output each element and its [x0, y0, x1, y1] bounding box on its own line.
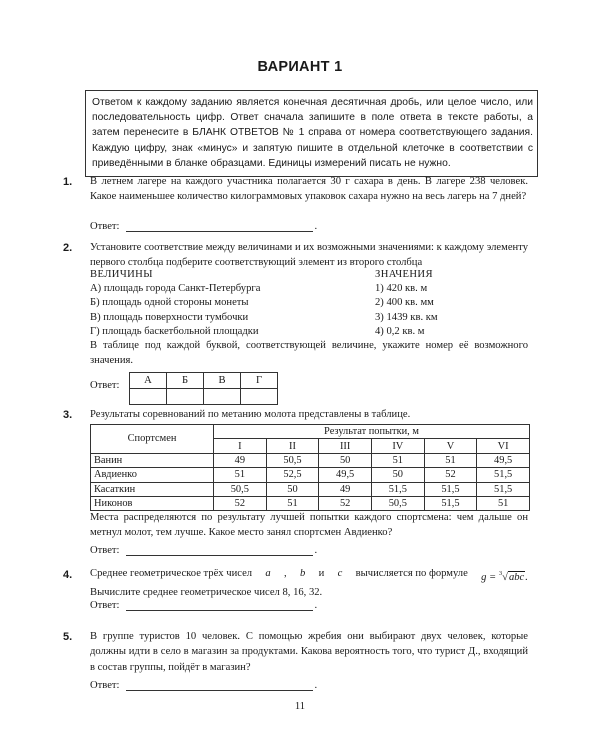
question-5-number: 5. — [63, 631, 73, 643]
answer-label: Ответ: — [90, 380, 120, 391]
table-cell: 51 — [424, 453, 477, 467]
question-1-answer[interactable]: Ответ: . — [90, 221, 318, 232]
radical-sign: √ — [502, 572, 508, 583]
var-a: a — [265, 568, 271, 579]
table-cell: 50 — [319, 453, 372, 467]
attempt-label: I — [214, 439, 267, 453]
table-cell: 50,5 — [214, 482, 267, 496]
table-cell: 51,5 — [424, 496, 477, 510]
answer-cell[interactable] — [167, 389, 204, 405]
matching-columns — [90, 268, 530, 339]
list-item: 4) 0,2 кв. м — [375, 325, 425, 337]
list-item: Г) площадь баскетбольной площадки — [90, 325, 259, 337]
question-3-answer[interactable]: Ответ: . — [90, 545, 318, 556]
table-cell: 50 — [266, 482, 319, 496]
question-5-answer[interactable]: Ответ: . — [90, 680, 318, 691]
answer-label: Ответ: — [90, 600, 120, 611]
table-cell: 49 — [319, 482, 372, 496]
table-row — [91, 468, 530, 482]
list-item: Б) площадь одной стороны монеты — [90, 297, 249, 309]
question-3-question: Места распределяются по результату лучшей попытки каждого спортсмена: чем дальше он метнул молот, тем лучше. Какое место занял спортсмен Авдиенко? — [90, 512, 528, 539]
answer-label: Ответ: — [90, 680, 120, 691]
and-word: и — [318, 568, 325, 579]
table-cell: 49,5 — [319, 468, 372, 482]
answer-table — [129, 372, 278, 405]
athlete-name: Касаткин — [91, 482, 214, 496]
athlete-name: Никонов — [91, 496, 214, 510]
answer-table-header: Г — [241, 373, 278, 389]
question-4-number: 4. — [63, 569, 73, 581]
q4-text-part1: Среднее геометрическое трёх чисел — [90, 568, 253, 579]
answer-table-header: Б — [167, 373, 204, 389]
list-item: А) площадь города Санкт-Петербурга — [90, 283, 261, 295]
answer-cell[interactable] — [204, 389, 241, 405]
table-cell: 51,5 — [424, 482, 477, 496]
results-table — [90, 424, 530, 511]
table-header-athlete: Спортсмен — [91, 425, 214, 454]
athlete-name: Ванин — [91, 453, 214, 467]
answer-label: Ответ: — [90, 221, 120, 232]
table-row — [91, 453, 530, 467]
attempt-label: II — [266, 439, 319, 453]
answer-line[interactable] — [126, 680, 313, 691]
attempt-label: IV — [371, 439, 424, 453]
table-cell: 49,5 — [477, 453, 530, 467]
answer-table-header: А — [130, 373, 167, 389]
attempt-label: III — [319, 439, 372, 453]
answer-table-header: В — [204, 373, 241, 389]
table-cell: 51,5 — [477, 468, 530, 482]
page-title: ВАРИАНТ 1 — [257, 59, 343, 75]
q4-text-line2: Вычислите среднее геометрическое чисел 8, 16, 32. — [90, 587, 323, 599]
question-1-text: В летнем лагере на каждого участника полагается 30 г сахара в день. В лагере 238 человек. Какое наименьшее количество килограммовых упаковок сахара нужно на весь лагерь на 7 дней? — [90, 176, 528, 203]
q4-text-part2: вычисляется по формуле — [355, 568, 468, 579]
answer-label: Ответ: — [90, 545, 120, 556]
table-row — [91, 482, 530, 496]
table-cell: 52,5 — [266, 468, 319, 482]
var-c: c — [337, 568, 343, 579]
table-cell: 51 — [371, 453, 424, 467]
meanings-header: ЗНАЧЕНИЯ — [375, 269, 433, 280]
question-2-table-instruction: В таблице под каждой буквой, соответствующей величине, укажите номер её возможного значения. — [90, 340, 528, 367]
answer-line[interactable] — [126, 545, 313, 556]
answer-line[interactable] — [126, 221, 313, 232]
table-cell: 50,5 — [266, 453, 319, 467]
athlete-name: Авдиенко — [91, 468, 214, 482]
radicand: abc — [508, 572, 525, 583]
table-cell: 51 — [477, 496, 530, 510]
list-item: В) площадь поверхности тумбочки — [90, 311, 249, 323]
answer-cell[interactable] — [130, 389, 167, 405]
question-3-number: 3. — [63, 409, 73, 421]
question-2-text: Установите соответствие между величинами и их возможными значениями: к каждому элементу первого столбца подберите соответствующий элемент из второго столбца — [90, 242, 528, 269]
question-1-number: 1. — [63, 176, 73, 188]
table-cell: 51 — [214, 468, 267, 482]
question-2-number: 2. — [63, 242, 73, 254]
list-item: 2) 400 кв. мм — [375, 297, 434, 309]
table-cell: 50,5 — [371, 496, 424, 510]
root-index: 3 — [498, 570, 503, 577]
formula-lhs: g = — [481, 572, 497, 583]
answer-line[interactable] — [126, 600, 313, 611]
question-4-answer[interactable]: Ответ: . — [90, 600, 318, 611]
list-item: 1) 420 кв. м — [375, 283, 428, 295]
instructions-box: Ответом к каждому заданию является конечная десятичная дробь, или целое число, или последовательность цифр. Ответ сначала запишите в поле ответа в тексте работы, а затем перенесите в БЛАНК ОТВЕТОВ № 1 справа от номера соответствующего задания. Каждую цифру, знак «минус» и запятую пишите в отдельной клеточке в соответствии с приведёнными в бланке образцами. Единицы измерений писать не нужно. — [85, 90, 538, 177]
attempt-label: V — [424, 439, 477, 453]
table-cell: 50 — [371, 468, 424, 482]
values-header: ВЕЛИЧИНЫ — [90, 269, 153, 280]
attempt-label: VI — [477, 439, 530, 453]
table-cell: 51 — [266, 496, 319, 510]
question-3-text: Результаты соревнований по метанию молота представлены в таблице. — [90, 409, 411, 420]
table-cell: 51,5 — [371, 482, 424, 496]
table-cell: 49 — [214, 453, 267, 467]
question-5-text: В группе туристов 10 человек. С помощью жребия они выбирают двух человек, которые должны идти в село в магазин за продуктами. Какова вероятность того, что турист Д., входящий в состав группы, пойдёт в магазин? — [90, 631, 528, 673]
geometric-mean-formula: g = $^3$√abc. — [481, 570, 528, 583]
list-item: 3) 1439 кв. км — [375, 311, 438, 323]
question-4-text: Среднее геометрическое трёх чисел a , b и c вычисляется по формуле g = $^3$√abc. Вычислите среднее геометрическое чисел 8, 16, 32. — [90, 566, 528, 601]
page-number: 11 — [294, 701, 306, 712]
table-row — [91, 496, 530, 510]
table-cell: 52 — [424, 468, 477, 482]
table-cell: 52 — [319, 496, 372, 510]
table-cell: 52 — [214, 496, 267, 510]
answer-cell[interactable] — [241, 389, 278, 405]
table-cell: 51,5 — [477, 482, 530, 496]
var-b: b — [300, 568, 306, 579]
table-header-attempts: Результат попытки, м — [214, 425, 530, 439]
